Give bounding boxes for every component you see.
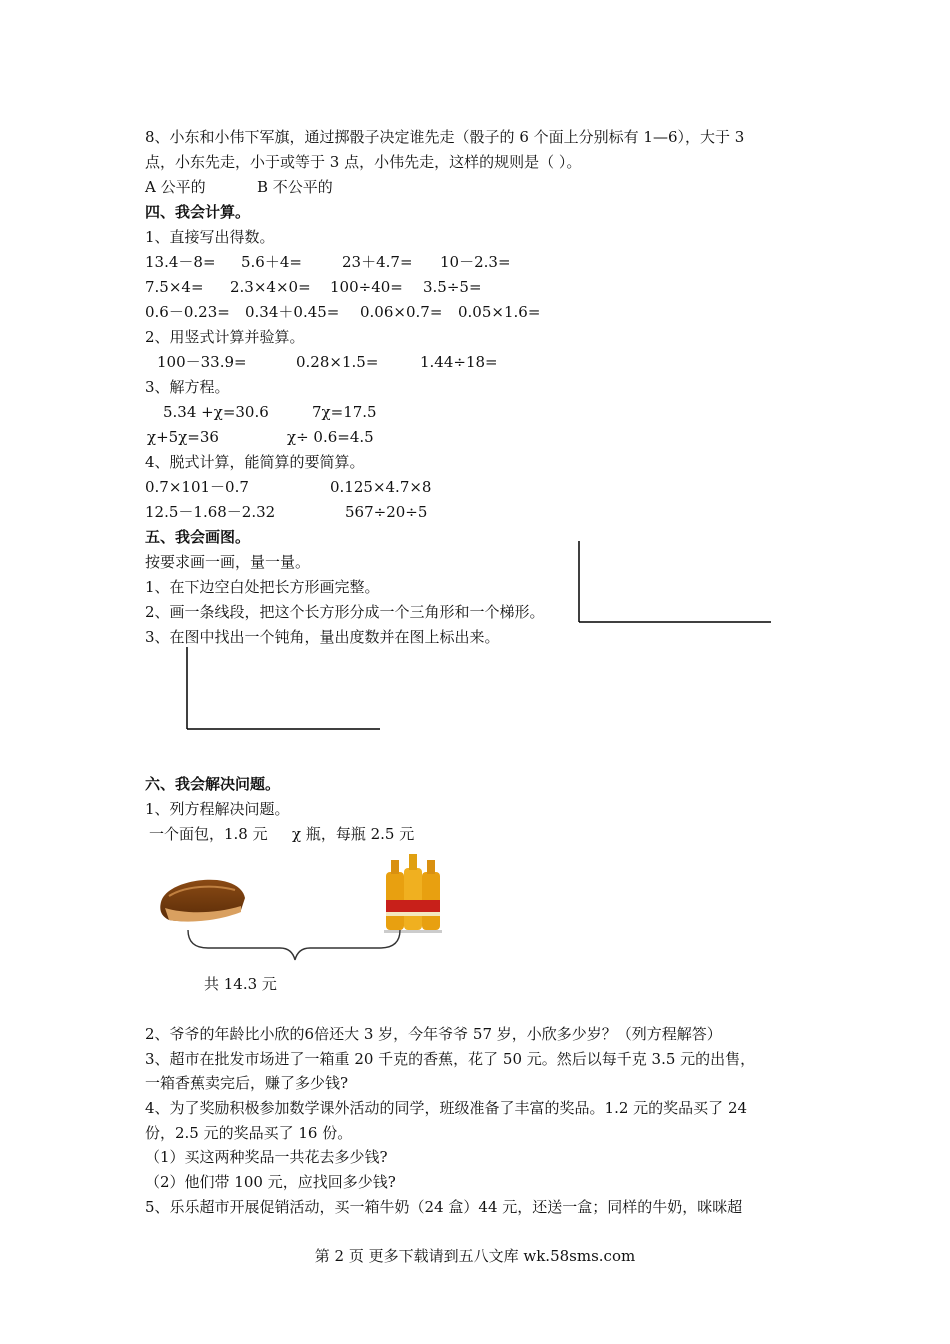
bottle-price-label: χ 瓶，每瓶 2.5 元 — [292, 825, 415, 843]
calc-item: 13.4－8= — [145, 253, 216, 271]
q8-line2: 点，小东先走，小于或等于 3 点，小伟先走，这样的规则是（ ）。 — [145, 153, 582, 171]
calc-item: 0.05×1.6= — [458, 303, 541, 321]
calc-item: 23＋4.7= — [342, 253, 413, 271]
sec4-q1: 1、直接写出得数。 — [145, 228, 275, 246]
sec5-task1: 1、在下边空白处把长方形画完整。 — [145, 578, 380, 596]
section6-title: 六、我会解决问题。 — [145, 775, 281, 793]
sec4-q4: 4、脱式计算，能简算的要简算。 — [145, 453, 365, 471]
vertical-calc-item: 0.28×1.5= — [296, 353, 379, 371]
calc-item: 2.3×4×0= — [230, 278, 311, 296]
sec5-task3: 3、在图中找出一个钝角，量出度数并在图上标出来。 — [145, 628, 500, 646]
equation-item: 7χ=17.5 — [312, 403, 377, 421]
brace-total — [180, 926, 410, 962]
total-price-label: 共 14.3 元 — [204, 975, 277, 993]
calc-item: 100÷40= — [330, 278, 403, 296]
stepwise-item: 0.7×101－0.7 — [145, 478, 249, 496]
calc-item: 0.34＋0.45= — [245, 303, 340, 321]
sec6-q4-sub1: （1）买这两种奖品一共花去多少钱? — [145, 1148, 388, 1166]
sec6-q4-line1: 4、为了奖励积极参加数学课外活动的同学，班级准备了丰富的奖品。1.2 元的奖品买了 24 — [145, 1099, 748, 1117]
calc-item: 10－2.3= — [440, 253, 511, 271]
right-angle-figure-upper — [570, 535, 780, 635]
calc-item: 0.6－0.23= — [145, 303, 230, 321]
equation-item: χ+5χ=36 — [147, 428, 219, 446]
bread-price-label: 一个面包，1.8 元 — [149, 825, 268, 843]
sec6-q4-line2: 份，2.5 元的奖品买了 16 份。 — [145, 1124, 353, 1142]
sec6-q5: 5、乐乐超市开展促销活动，买一箱牛奶（24 盒）44 元，还送一盒；同样的牛奶，咪咪超 — [145, 1198, 743, 1216]
equation-item: 5.34 +χ=30.6 — [163, 403, 269, 421]
section4-title: 四、我会计算。 — [145, 203, 251, 221]
stepwise-item: 567÷20÷5 — [345, 503, 428, 521]
stepwise-item: 12.5－1.68－2.32 — [145, 503, 276, 521]
sec5-task2: 2、画一条线段，把这个长方形分成一个三角形和一个梯形。 — [145, 603, 545, 621]
q8-option-b: B 不公平的 — [257, 178, 333, 196]
sec6-q3-line1: 3、超市在批发市场进了一箱重 20 千克的香蕉，花了 50 元。然后以每千克 3.5 元的出售， — [145, 1050, 756, 1068]
equation-item: χ÷ 0.6=4.5 — [287, 428, 374, 446]
page-footer: 第 2 页 更多下载请到五八文库 wk.58sms.com — [314, 1247, 636, 1265]
juice-bottles-image — [382, 850, 444, 934]
q8-line1: 8、小东和小伟下军旗，通过掷骰子决定谁先走（骰子的 6 个面上分别标有 1—6），大于 3 — [145, 128, 745, 146]
vertical-calc-item: 1.44÷18= — [420, 353, 498, 371]
calc-item: 5.6＋4= — [241, 253, 302, 271]
bread-image — [155, 874, 250, 929]
sec5-intro: 按要求画一画，量一量。 — [145, 553, 311, 571]
calc-item: 3.5÷5= — [423, 278, 482, 296]
sec6-q4-sub2: （2）他们带 100 元，应找回多少钱? — [145, 1173, 396, 1191]
right-angle-figure-lower — [180, 643, 390, 738]
sec6-q1: 1、列方程解决问题。 — [145, 800, 290, 818]
sec6-q2: 2、爷爷的年龄比小欣的6倍还大 3 岁，今年爷爷 57 岁，小欣多少岁？（列方程解答） — [145, 1025, 722, 1043]
sec6-q3-line2: 一箱香蕉卖完后，赚了多少钱? — [145, 1074, 349, 1092]
section5-title: 五、我会画图。 — [145, 528, 251, 546]
sec4-q3: 3、解方程。 — [145, 378, 230, 396]
calc-item: 0.06×0.7= — [360, 303, 443, 321]
q8-option-a: A 公平的 — [145, 178, 206, 196]
stepwise-item: 0.125×4.7×8 — [330, 478, 432, 496]
vertical-calc-item: 100－33.9= — [157, 353, 247, 371]
calc-item: 7.5×4= — [145, 278, 204, 296]
sec4-q2: 2、用竖式计算并验算。 — [145, 328, 305, 346]
